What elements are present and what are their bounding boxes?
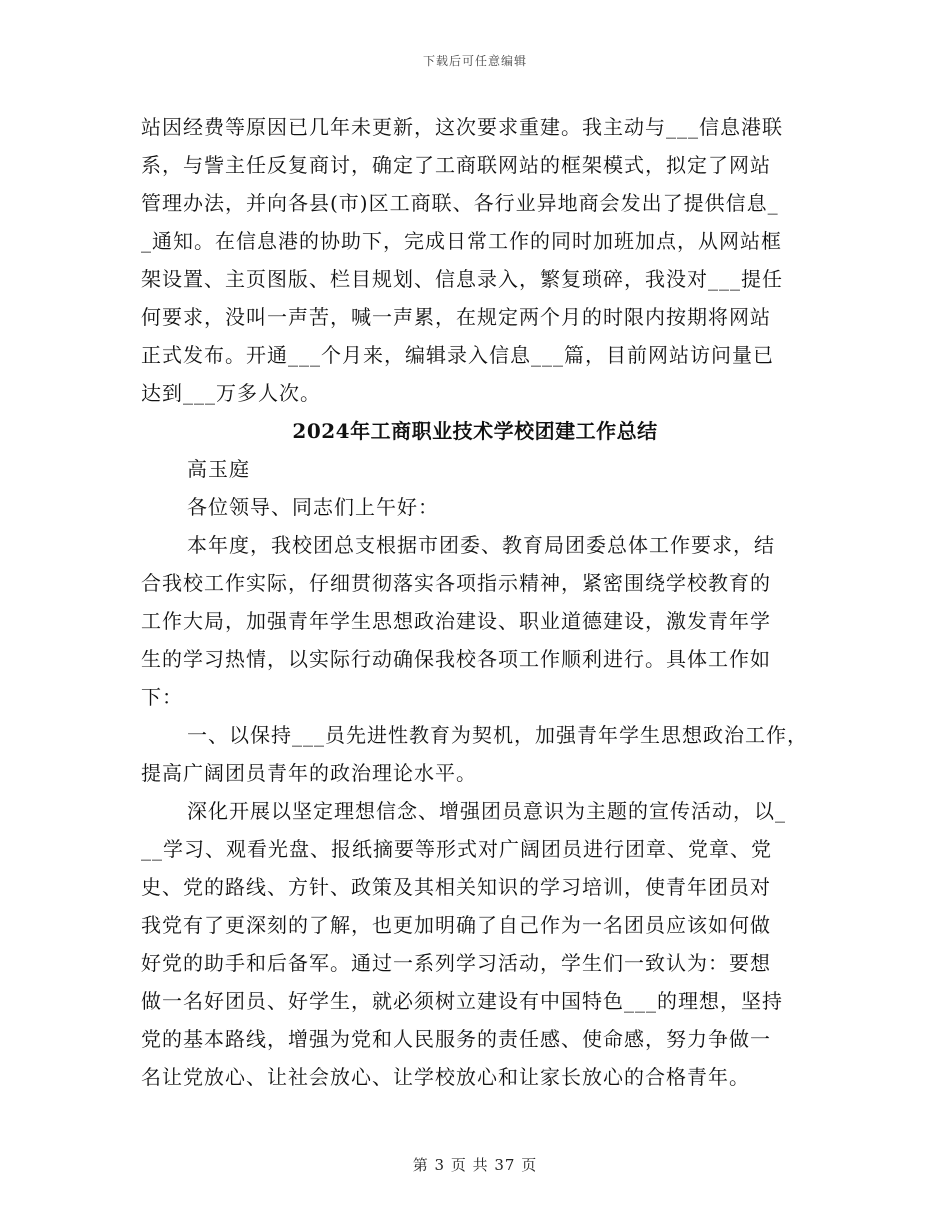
paragraph-line: 达到___万多人次。 xyxy=(141,381,321,405)
paragraph-line: __学习、观看光盘、报纸摘要等形式对广阔团员进行团章、党章、党 xyxy=(141,837,772,861)
paragraph-line: 我党有了更深刻的了解，也更加明确了自己作为一名团员应该如何做 xyxy=(141,913,771,937)
paragraph-line: 史、党的路线、方针、政策及其相关知识的学习培训，使青年团员对 xyxy=(141,875,771,899)
paragraph-line: 架设置、主页图版、栏目规划、信息录入，繁复琐碎，我没对___提任 xyxy=(141,267,783,291)
paragraph-line: 工作大局，加强青年学生思想政治建设、职业道德建设，激发青年学 xyxy=(141,609,771,633)
section-heading: 一、以保持___员先进性教育为契机，加强青年学生思想政治工作， xyxy=(187,723,808,747)
page-number-footer: 第 3 页 共 37 页 xyxy=(412,1156,538,1174)
paragraph-line: 系，与訾主任反复商讨，确定了工商联网站的框架模式，拟定了网站 xyxy=(141,153,771,177)
paragraph-line: 党的基本路线，增强为党和人民服务的责任感、使命感，努力争做一 xyxy=(141,1027,771,1051)
paragraph-line: 本年度，我校团总支根据市团委、教育局团委总体工作要求，结 xyxy=(187,533,775,557)
author-name: 高玉庭 xyxy=(187,457,250,481)
paragraph-line: 合我校工作实际，仔细贯彻落实各项指示精神，紧密围绕学校教育的 xyxy=(141,571,771,595)
paragraph-line: 下： xyxy=(141,685,183,709)
paragraph-line: 做一名好团员、好学生，就必须树立建设有中国特色___的理想，坚持 xyxy=(141,989,783,1013)
paragraph-line: 好党的助手和后备军。通过一系列学习活动，学生们一致认为：要想 xyxy=(141,951,771,975)
paragraph-line: 正式发布。开通___个月来，编辑录入信息___篇，目前网站访问量已 xyxy=(141,343,774,367)
greeting-line: 各位领导、同志们上午好： xyxy=(187,495,439,519)
document-body xyxy=(141,108,809,1096)
section-heading-continuation: 提高广阔团员青年的政治理论水平。 xyxy=(141,761,477,785)
paragraph-line: 名让党放心、让社会放心、让学校放心和让家长放心的合格青年。 xyxy=(141,1065,750,1089)
page-header: 下载后可任意编辑 xyxy=(422,54,527,68)
paragraph-line: 生的学习热情，以实际行动确保我校各项工作顺利进行。具体工作如 xyxy=(141,647,771,671)
paragraph-line: 管理办法，并向各县(市)区工商联、各行业异地商会发出了提供信息_ xyxy=(141,191,779,215)
paragraph-line: 何要求，没叫一声苦，喊一声累，在规定两个月的时限内按期将网站 xyxy=(141,305,771,329)
paragraph-line: 站因经费等原因已几年未更新，这次要求重建。我主动与___信息港联 xyxy=(141,115,783,139)
document-title: 2024年工商职业技术学校团建工作总结 xyxy=(292,419,658,443)
paragraph-line: 深化开展以坚定理想信念、增强团员意识为主题的宣传活动，以_ xyxy=(187,799,786,823)
paragraph-line: _通知。在信息港的协助下，完成日常工作的同时加班加点，从网站框 xyxy=(141,229,782,253)
